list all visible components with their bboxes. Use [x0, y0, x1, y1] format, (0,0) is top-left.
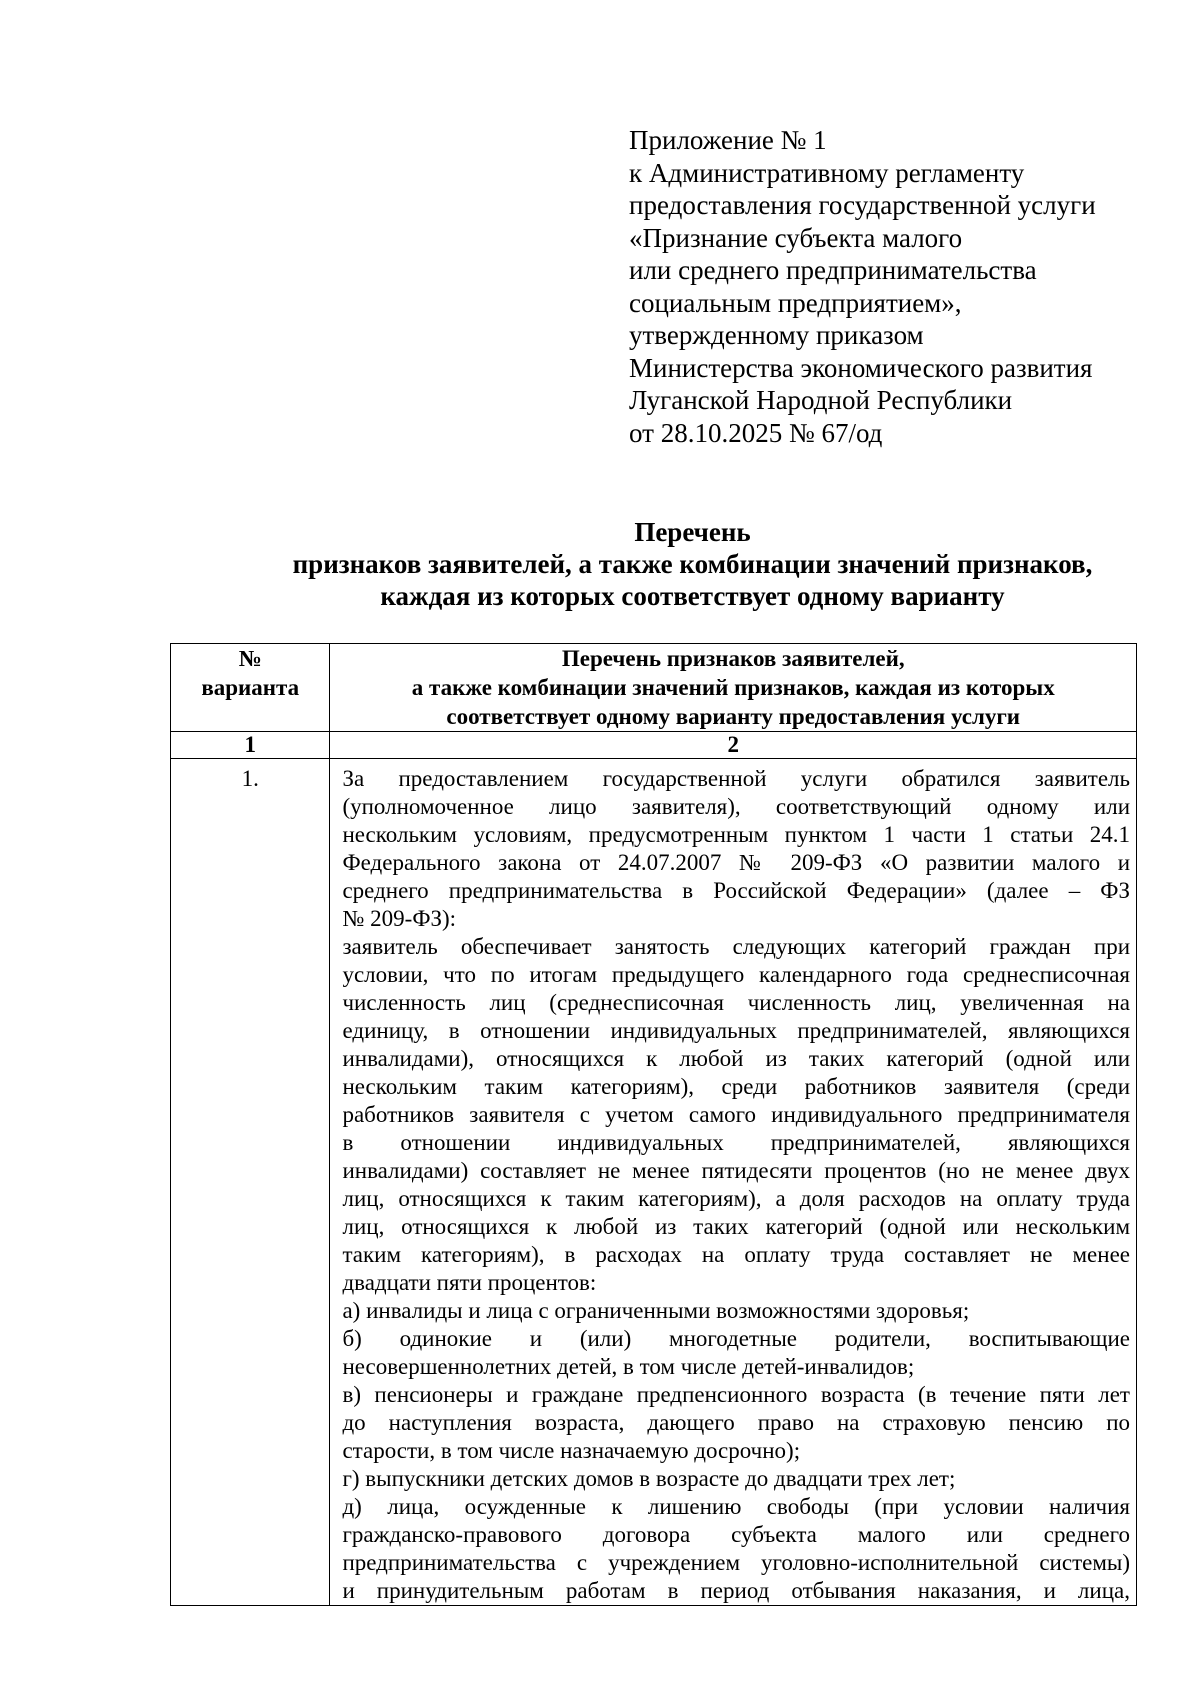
header-line: варианта: [201, 675, 300, 700]
text-line: условии, что по итогам предыдущего календарного года среднесписочная: [342, 962, 1130, 987]
appendix-line: Луганской Народной Республики: [629, 385, 1013, 415]
text-line: единицу, в отношении индивидуальных предпринимателей, являющихся: [342, 1018, 1130, 1043]
appendix-block: [629, 124, 1169, 449]
text-line: до наступления возраста, дающего право на страховую пенсию по: [342, 1410, 1130, 1435]
header-criteria-list: [330, 644, 1137, 732]
appendix-line: социальным предприятием»,: [629, 287, 962, 318]
text-line: в) пенсионеры и граждане предпенсионного возраста (в течение пяти лет: [342, 1382, 1130, 1407]
document-title: [170, 516, 1200, 612]
text-line: в отношении индивидуальных предпринимателей, являющихся: [342, 1130, 1130, 1155]
text-line: гражданско-правового договора субъекта малого или среднего: [342, 1522, 1130, 1547]
text-line: лиц, относящихся к любой из таких категорий (одной или нескольким: [342, 1214, 1130, 1239]
text-line: среднего предпринимательства в Российской Федерации» (далее – ФЗ: [342, 878, 1130, 903]
text-line: Федерального закона от 24.07.2007 № 209-ФЗ «О развитии малого и: [342, 850, 1130, 875]
header-line: №: [238, 646, 262, 671]
header-line: Перечень признаков заявителей,: [561, 646, 905, 671]
text-line: За предоставлением государственной услуги обратился заявитель: [342, 766, 1130, 791]
text-line: таким категориям), в расходах на оплату труда составляет не менее: [342, 1242, 1130, 1267]
text-line: инвалидами), относящихся к любой из таких категорий (одной или: [342, 1046, 1130, 1071]
appendix-line: Министерства экономического развития: [629, 352, 1093, 383]
column-number-2: 2: [330, 732, 1137, 759]
text-line: лиц, относящихся к таким категориям), а доля расходов на оплату труда: [342, 1186, 1130, 1211]
header-line: а также комбинации значений признаков, каждая из которых: [411, 675, 1055, 700]
text-line: и принудительным работам в период отбывания наказания, и лица,: [342, 1578, 1130, 1603]
variant-criteria-cell: [330, 759, 1137, 1606]
appendix-line: или среднего предпринимательства: [629, 255, 1037, 285]
appendix-line: Приложение № 1: [629, 125, 827, 155]
variants-table: [170, 643, 1137, 1606]
appendix-line: «Признание субъекта малого: [629, 222, 963, 253]
column-numbering-row: [171, 732, 1137, 759]
text-line: инвалидами) составляет не менее пятидесяти процентов (но не менее двух: [342, 1158, 1130, 1183]
text-line: а) инвалиды и лица с ограниченными возможностями здоровья;: [342, 1298, 970, 1323]
text-line: б) одинокие и (или) многодетные родители, воспитывающие: [342, 1326, 1130, 1351]
text-line: нескольким таким категориям), среди работников заявителя (среди: [342, 1074, 1130, 1099]
text-line: нескольким условиям, предусмотренным пунктом 1 части 1 статьи 24.1: [342, 822, 1130, 847]
table-header-row: [171, 644, 1137, 732]
header-line: соответствует одному варианту предоставления услуги: [446, 704, 1021, 729]
text-line: предпринимательства с учреждением уголовно-исполнительной системы): [342, 1550, 1130, 1575]
text-line: двадцати пяти процентов:: [342, 1270, 597, 1295]
text-line: численность лиц (среднесписочная численность лиц, увеличенная на: [342, 990, 1130, 1015]
text-line: старости, в том числе назначаемую досрочно);: [342, 1438, 801, 1463]
variant-number-cell: 1.: [171, 759, 330, 1606]
title-line: Перечень: [634, 517, 751, 547]
text-line: (уполномоченное лицо заявителя), соответствующий одному или: [342, 794, 1130, 819]
text-line: заявитель обеспечивает занятость следующих категорий граждан при: [342, 934, 1130, 959]
text-line: д) лица, осужденные к лишению свободы (при условии наличия: [342, 1494, 1130, 1519]
text-line: работников заявителя с учетом самого индивидуального предпринимателя: [342, 1102, 1130, 1127]
text-line: № 209-ФЗ):: [342, 906, 457, 931]
column-number-1: 1: [171, 732, 330, 759]
table-row: [171, 759, 1137, 1606]
header-variant-number: [171, 644, 330, 732]
text-line: несовершеннолетних детей, в том числе детей-инвалидов;: [342, 1354, 915, 1379]
title-line: каждая из которых соответствует одному варианту: [380, 581, 1005, 611]
appendix-line: к Административному регламенту: [629, 157, 1025, 188]
title-line: признаков заявителей, а также комбинации значений признаков,: [292, 549, 1093, 579]
appendix-line: от 28.10.2025 № 67/од: [629, 417, 883, 448]
appendix-line: утвержденному приказом: [629, 320, 924, 350]
text-line: г) выпускники детских домов в возрасте до двадцати трех лет;: [342, 1466, 956, 1491]
appendix-line: предоставления государственной услуги: [629, 190, 1096, 220]
